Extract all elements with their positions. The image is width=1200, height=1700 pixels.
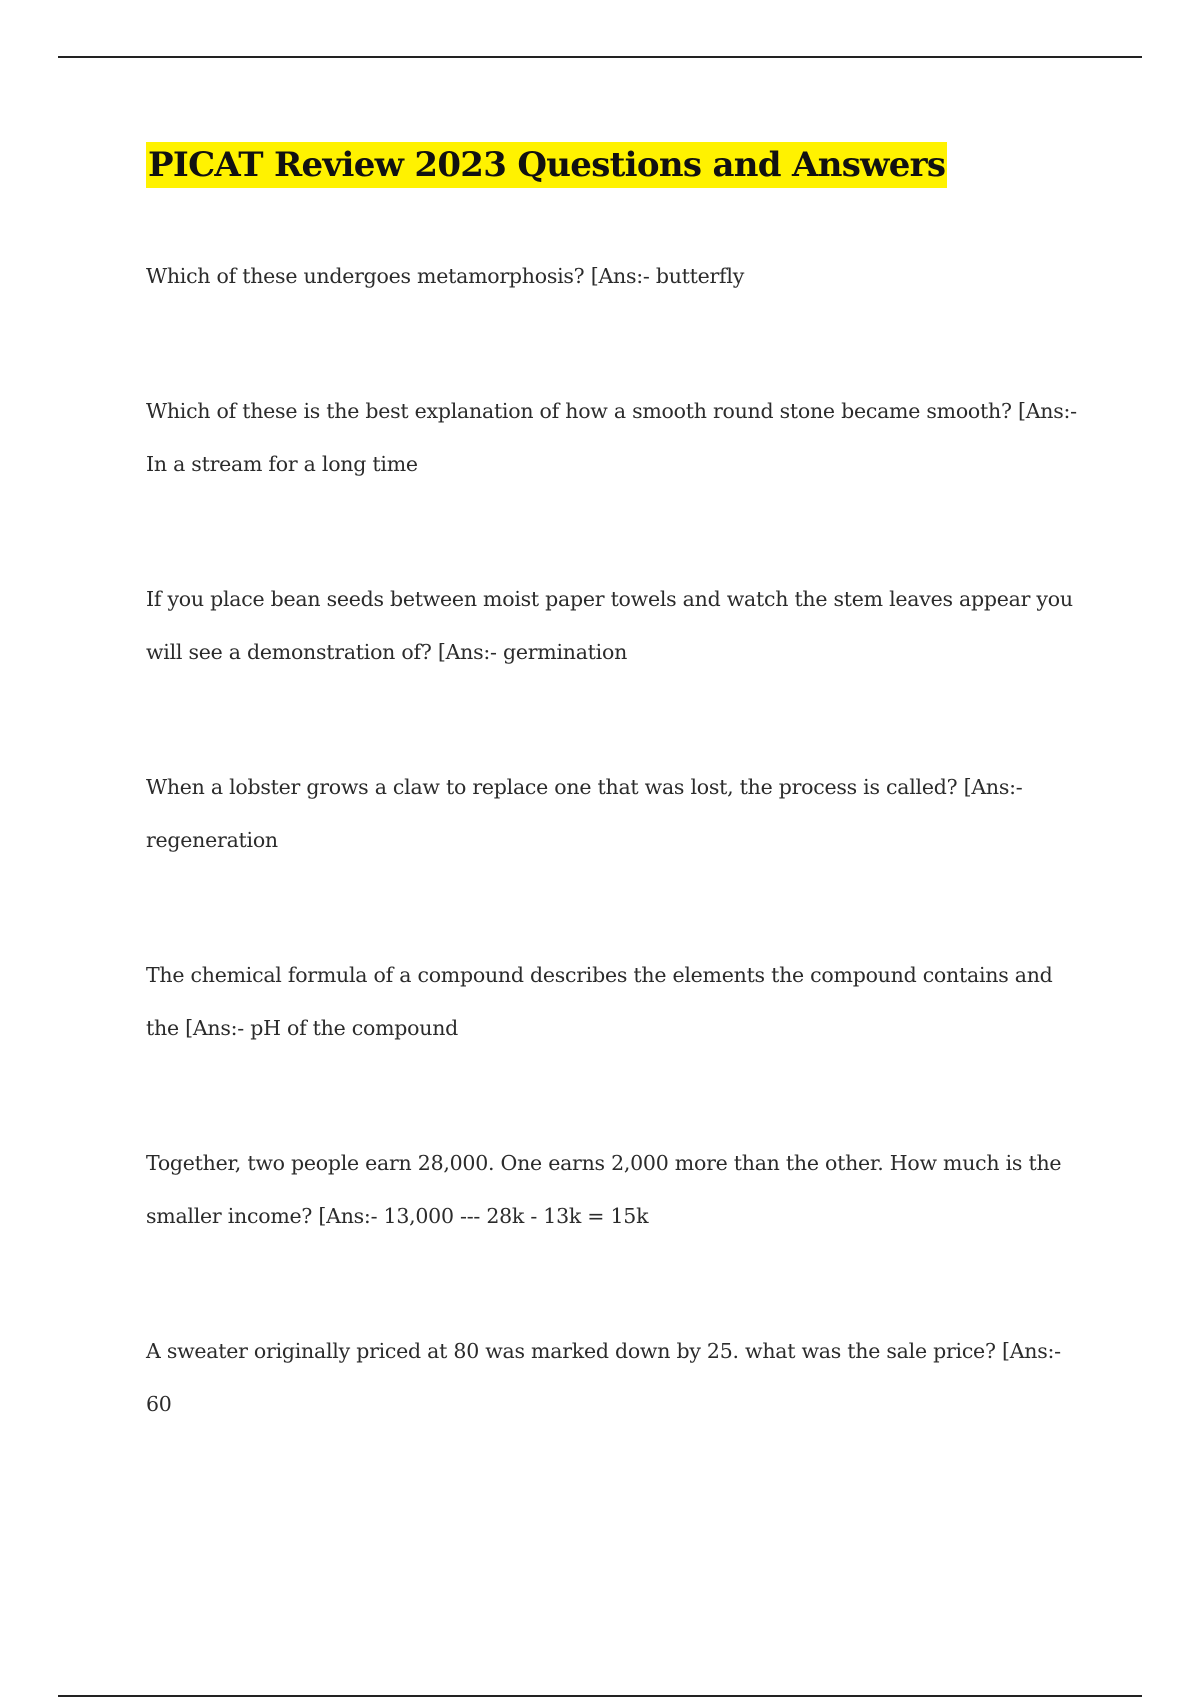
header-rule (58, 56, 1142, 58)
qa-item-6: Together, two people earn 28,000. One earns 2,000 more than the other. How much is the smaller income? [Ans:- 13,000 --- 28k - 13k = 15k (146, 1151, 1062, 1228)
qa-item-4: When a lobster grows a claw to replace one that was lost, the process is called? [Ans:- regeneration (146, 775, 1023, 852)
footer-rule (58, 1695, 1142, 1697)
qa-item-3: If you place bean seeds between moist paper towels and watch the stem leaves appear you will see a demonstration of? [Ans:- germination (146, 587, 1073, 664)
qa-item-2: Which of these is the best explanation of how a smooth round stone became smooth? [Ans:- In a stream for a long time (146, 399, 1077, 476)
document-body (146, 142, 1086, 1431)
document-title: PICAT Review 2023 Questions and Answers (146, 142, 947, 188)
qa-item-7: A sweater originally priced at 80 was marked down by 25. what was the sale price? [Ans:- 60 (146, 1339, 1061, 1416)
qa-item-5: The chemical formula of a compound describes the elements the compound contains and the [Ans:- pH of the compound (146, 963, 1053, 1040)
qa-item-1: Which of these undergoes metamorphosis? [Ans:- butterfly (146, 264, 745, 288)
